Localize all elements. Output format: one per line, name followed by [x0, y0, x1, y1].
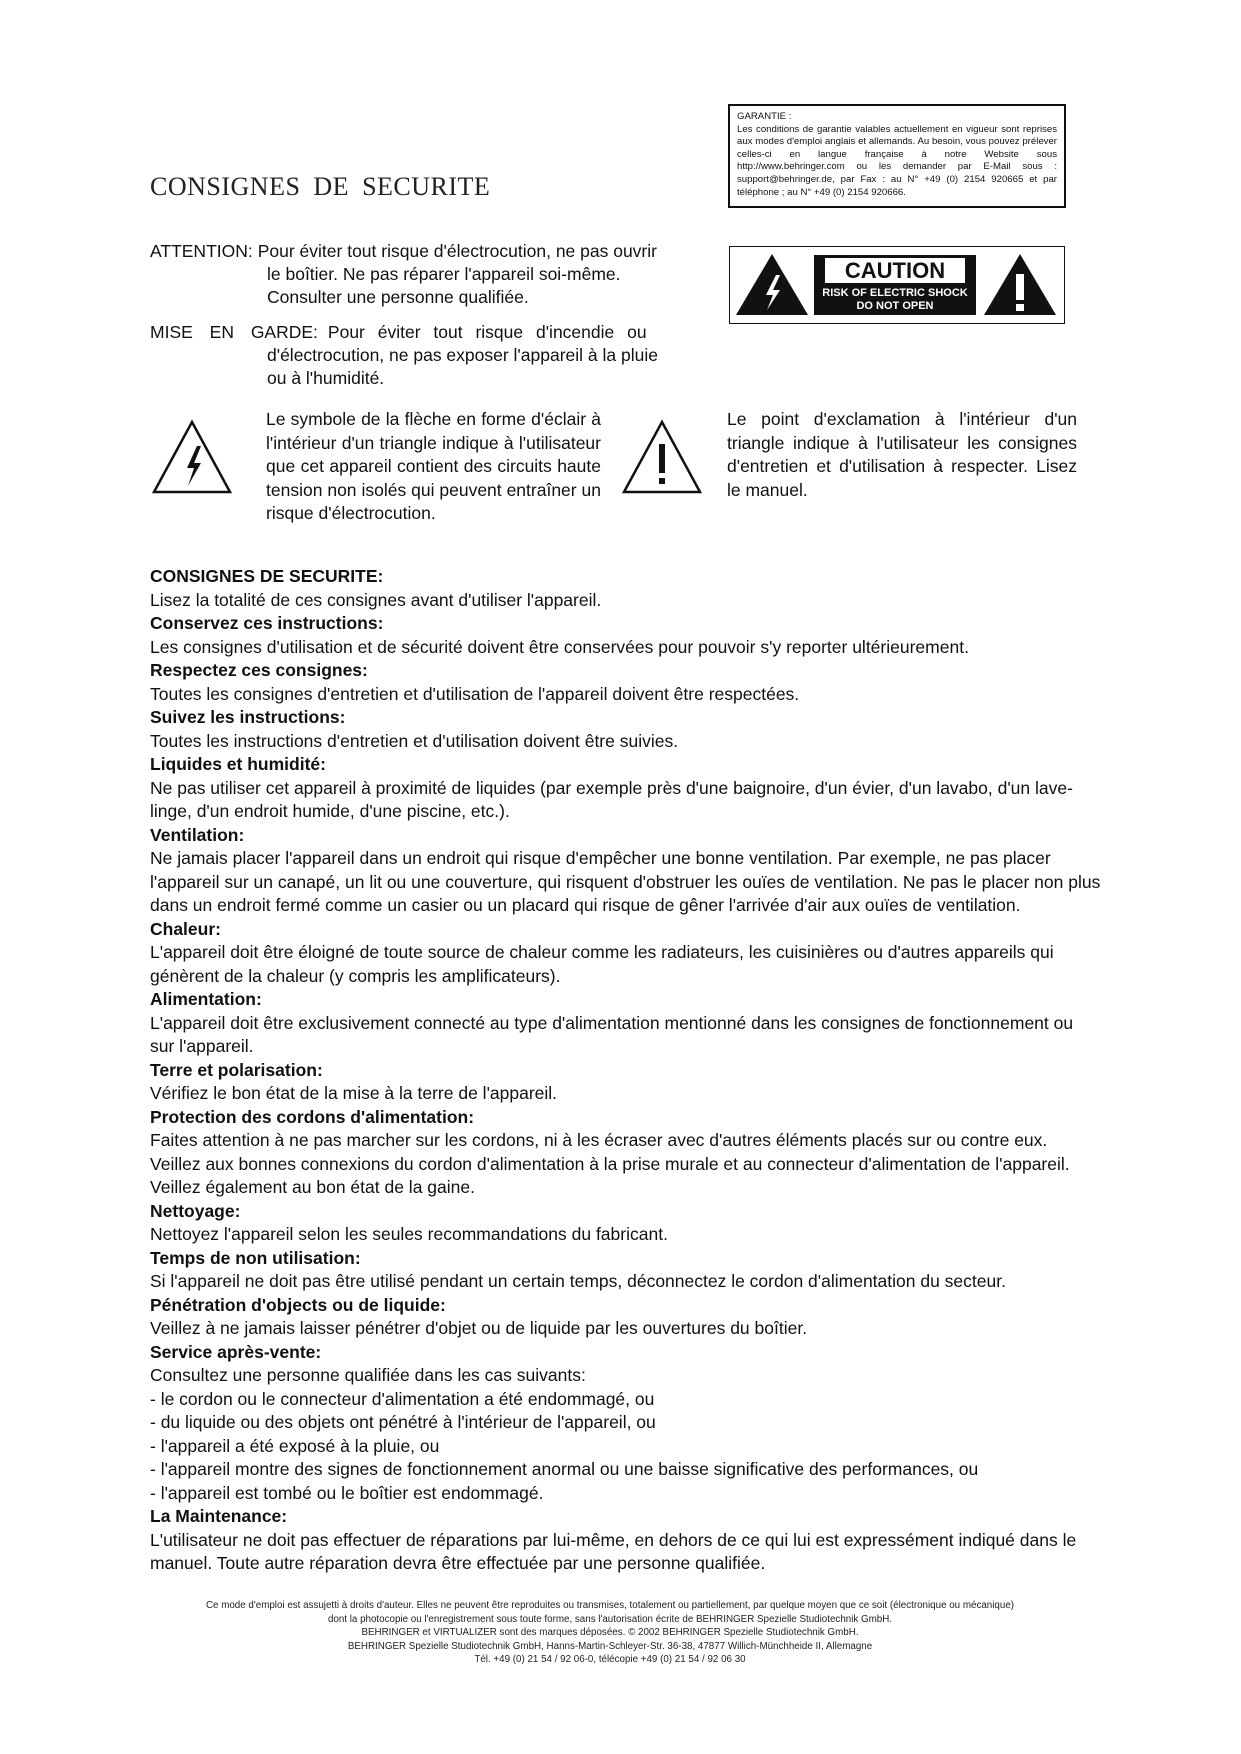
section-heading: La Maintenance:	[150, 1506, 288, 1526]
section-heading: Protection des cordons d'alimentation:	[150, 1106, 475, 1127]
section	[150, 659, 1102, 706]
section	[150, 706, 1102, 753]
section-text: Lisez la totalité de ces consignes avant d'utiliser l'appareil.	[150, 589, 602, 610]
section-heading: Chaleur:	[150, 918, 221, 939]
section-text: - l'appareil montre des signes de fonctionnement anormal ou une baisse significative des performances, ou	[150, 1459, 979, 1479]
section-heading: Nettoyage:	[150, 1200, 241, 1221]
section-text: Ne jamais placer l'appareil dans un endroit qui risque d'empêcher une bonne ventilation. Par exemple, ne pas placer l'appareil sur un canapé, un lit ou une couverture, qui risquent d'obstruer les ouïes de ventilation. Ne pas le placer non plus dans un endroit fermé comme un casier ou un placard qui risque de gêner l'arrivée d'air aux ouïes de ventilation.	[150, 848, 1101, 915]
section	[150, 1294, 1102, 1341]
attention-line3: Consulter une personne qualifiée.	[267, 287, 529, 307]
footer-line5: Tél. +49 (0) 21 54 / 92 06-0, télécopie +49 (0) 21 54 / 92 06 30	[474, 1654, 746, 1665]
safety-instructions	[150, 565, 1102, 1576]
section-text: Si l'appareil ne doit pas être utilisé pendant un certain temps, déconnectez le cordon d'alimentation du secteur.	[150, 1271, 1006, 1291]
section-text: L'appareil doit être exclusivement connecté au type d'alimentation mentionné dans les consignes de fonctionnement ou sur l'appareil.	[150, 1012, 1074, 1056]
section	[150, 1106, 1102, 1200]
guarantee-box	[728, 104, 1066, 208]
section	[150, 1200, 1102, 1247]
section-text: Faites attention à ne pas marcher sur les cordons, ni à les écraser avec d'autres éléments placés sur ou contre eux. Veillez aux bonnes connexions du cordon d'alimentation à la prise murale et au connecteur d'alimentation de l'appareil. Veillez également au bon état de la gaine.	[150, 1130, 1070, 1197]
section	[150, 1247, 1102, 1294]
mise-en-garde-label: MISE EN GARDE:	[150, 322, 318, 342]
section-heading: Service après-vente:	[150, 1341, 322, 1362]
attention-line2: le boîtier. Ne pas réparer l'appareil soi-même.	[267, 264, 621, 284]
caution-label-graphic	[730, 247, 1063, 322]
attention-line1: Pour éviter tout risque d'électrocution, ne pas ouvrir	[257, 241, 657, 261]
section	[150, 824, 1102, 918]
page-title: CONSIGNES DE SECURITE	[150, 172, 491, 201]
section-text: L'appareil doit être éloigné de toute source de chaleur comme les radiateurs, les cuisinières ou d'autres appareils qui génèrent de la chaleur (y compris les amplificateurs).	[150, 942, 1054, 986]
section-heading: Suivez les instructions:	[150, 707, 346, 727]
footer-line1: Ce mode d'emploi est assujetti à droits d'auteur. Elles ne peuvent être reproduites ou transmises, totalement ou partiellement, par quelque moyen que ce soit (électronique ou mécanique)	[205, 1600, 1015, 1611]
mise-en-garde-line1: Pour éviter tout risque d'incendie ou	[327, 322, 647, 342]
section-text: Les consignes d'utilisation et de sécurité doivent être conservées pour pouvoir s'y reporter ultérieurement.	[150, 636, 969, 657]
section	[150, 753, 1102, 824]
section-text: Consultez une personne qualifiée dans les cas suivants:	[150, 1365, 586, 1385]
section-text: Veillez à ne jamais laisser pénétrer d'objet ou de liquide par les ouvertures du boîtier.	[150, 1318, 808, 1338]
section	[150, 988, 1102, 1059]
section-heading: Alimentation:	[150, 989, 262, 1009]
section	[150, 1341, 1102, 1506]
section-heading: Liquides et humidité:	[150, 754, 326, 774]
section-text: Vérifiez le bon état de la mise à la terre de l'appareil.	[150, 1083, 558, 1103]
guarantee-text: Les conditions de garantie valables actuellement en vigueur sont reprises aux modes d'emploi anglais et allemands. Au besoin, vous pouvez prélever celles-ci en langue française à notre Website sous http://www.behringer.com ou les demander par E-Mail sous : support@behringer.de, par Fax : au N° +49 (0) 2154 920665 et par téléphone ; au N° +49 (0) 2154 920666.	[737, 123, 1057, 198]
section-text: Nettoyez l'appareil selon les seules recommandations du fabricant.	[150, 1224, 668, 1244]
section-text: - l'appareil est tombé ou le boîtier est endommagé.	[150, 1482, 544, 1503]
section-heading: Terre et polarisation:	[150, 1059, 323, 1080]
caution-label	[729, 246, 1065, 324]
section-text: Ne pas utiliser cet appareil à proximité de liquides (par exemple près d'une baignoire, d'un évier, d'un lavabo, d'un lave-linge, d'un endroit humide, d'une piscine, etc.).	[150, 777, 1073, 821]
mise-en-garde-warning	[150, 321, 710, 390]
section-text: L'utilisateur ne doit pas effectuer de réparations par lui-même, en dehors de ce qui lui est expressément indiqué dans le manuel. Toute autre réparation devra être effectuée par une personne qualifiée.	[150, 1529, 1077, 1573]
attention-label: ATTENTION:	[150, 241, 253, 261]
section-text: - le cordon ou le connecteur d'alimentation a été endommagé, ou	[150, 1388, 655, 1409]
mise-en-garde-line2: d'électrocution, ne pas exposer l'appareil à la pluie	[267, 345, 658, 365]
section	[150, 1505, 1102, 1576]
guarantee-heading: GARANTIE :	[737, 111, 792, 122]
section-text: Toutes les consignes d'entretien et d'utilisation de l'appareil doivent être respectées.	[150, 683, 800, 704]
caution-title: CAUTION	[844, 258, 946, 283]
lightning-symbol-text: Le symbole de la flèche en forme d'éclair à l'intérieur d'un triangle indique à l'utilisateur que cet appareil contient des circuits haute tension non isolés qui peuvent entraîner un risque d'électrocution.	[266, 409, 601, 523]
copyright-footer	[150, 1599, 1070, 1667]
attention-warning	[150, 240, 710, 309]
caution-line2: DO NOT OPEN	[856, 300, 934, 312]
section	[150, 565, 1102, 612]
caution-text-panel	[814, 255, 976, 315]
section	[150, 612, 1102, 659]
section-text: Toutes les instructions d'entretien et d'utilisation doivent être suivies.	[150, 730, 679, 751]
lightning-triangle-icon	[150, 418, 234, 496]
section-text: - l'appareil a été exposé à la pluie, ou	[150, 1435, 440, 1456]
section	[150, 1059, 1102, 1106]
section-heading: Pénétration d'objects ou de liquide:	[150, 1294, 446, 1315]
section-heading: Ventilation:	[150, 824, 245, 845]
mise-en-garde-line3: ou à l'humidité.	[267, 368, 385, 388]
section-heading: CONSIGNES DE SECURITE:	[150, 566, 384, 586]
section-heading: Conservez ces instructions:	[150, 613, 384, 633]
section-text: - du liquide ou des objets ont pénétré à l'intérieur de l'appareil, ou	[150, 1412, 656, 1432]
footer-line3: BEHRINGER et VIRTUALIZER sont des marques déposées. © 2002 BEHRINGER Spezielle Studiotechnik GmbH.	[361, 1627, 859, 1638]
section-heading: Temps de non utilisation:	[150, 1247, 361, 1268]
exclamation-triangle-icon	[620, 418, 704, 496]
exclamation-symbol-text: Le point d'exclamation à l'intérieur d'un triangle indique à l'utilisateur les consignes d'entretien et d'utilisation à respecter. Lisez le manuel.	[727, 409, 1077, 500]
section	[150, 918, 1102, 989]
footer-line2: dont la photocopie ou l'enregistrement sous toute forme, sans l'autorisation écrite de BEHRINGER Spezielle Studiotechnik GmbH.	[327, 1613, 893, 1625]
caution-line1: RISK OF ELECTRIC SHOCK	[822, 287, 968, 299]
footer-line4: BEHRINGER Spezielle Studiotechnik GmbH, Hanns-Martin-Schleyer-Str. 36-38, 47877 Willich-Münchheide II, Allemagne	[347, 1640, 873, 1652]
section-heading: Respectez ces consignes:	[150, 660, 368, 680]
